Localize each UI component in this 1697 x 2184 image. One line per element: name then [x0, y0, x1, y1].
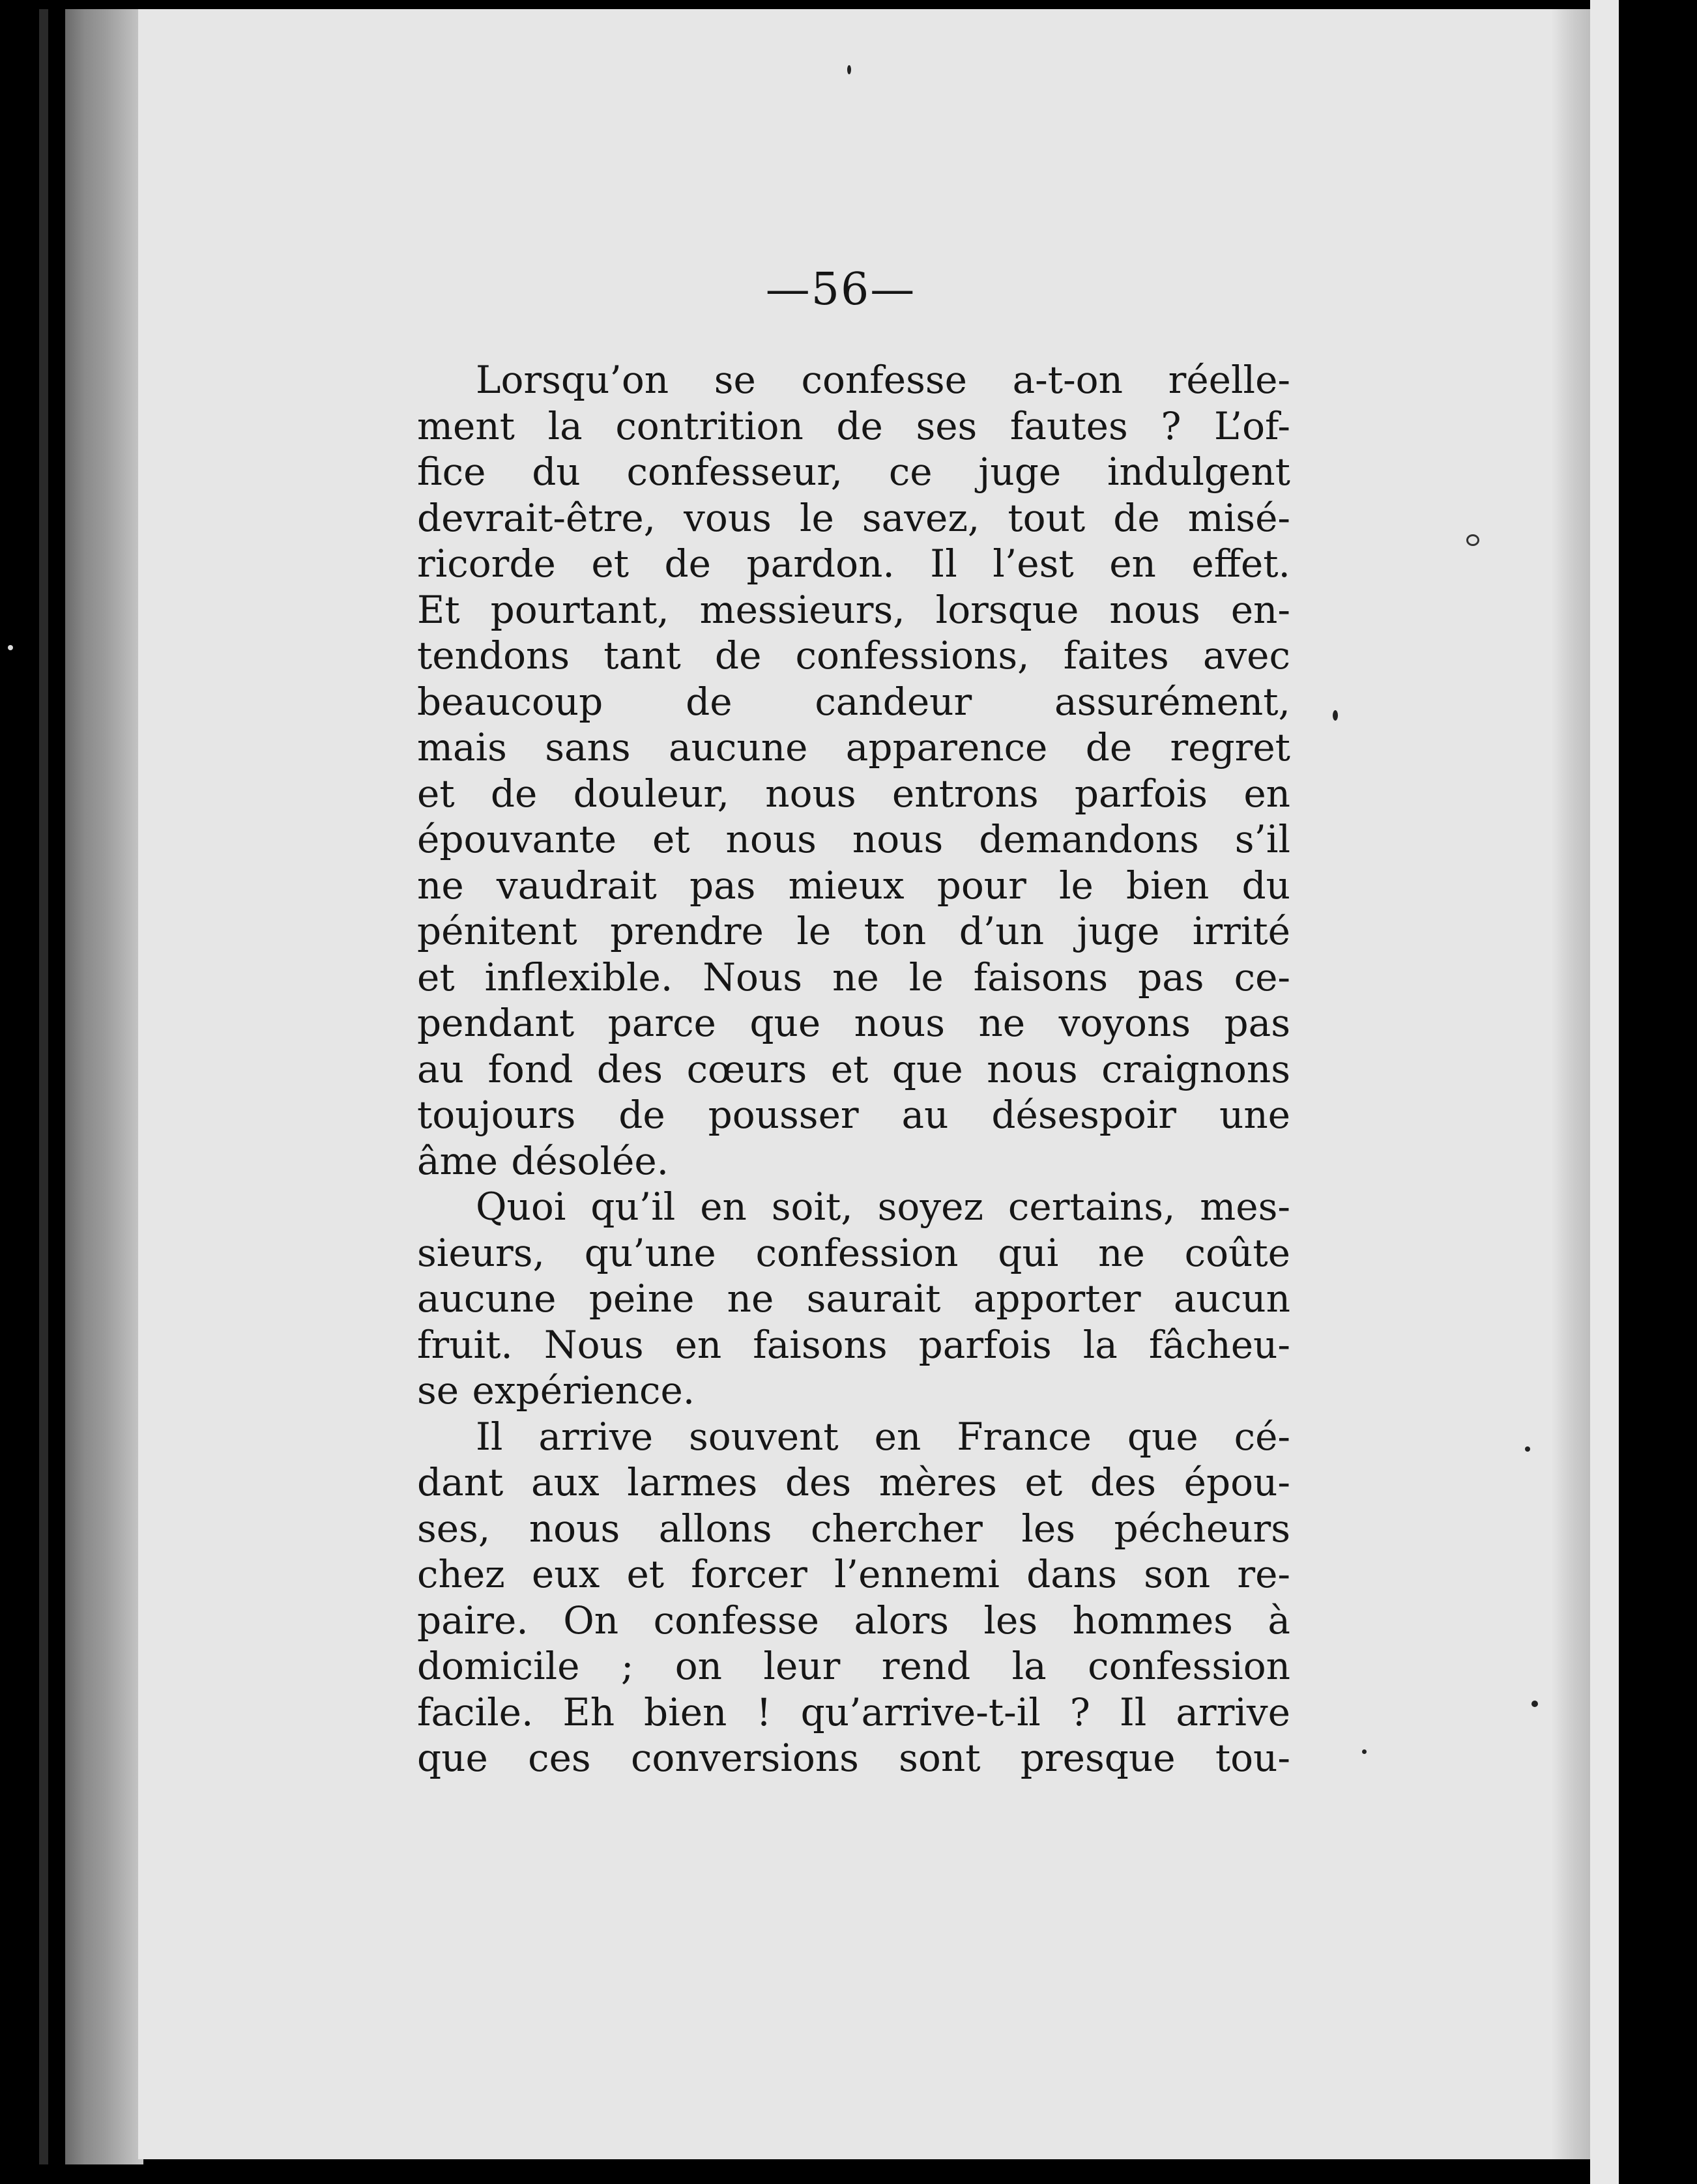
text-line: ricorde et de pardon. Il l’est en effet. — [417, 541, 1290, 586]
text-line: chez eux et forcer l’ennemi dans son re- — [417, 1552, 1290, 1596]
text-line: épouvante et nous nous demandons s’il — [417, 817, 1290, 861]
text-line: fruit. Nous en faisons parfois la fâcheu- — [417, 1322, 1290, 1367]
text-line: devrait-être, vous le savez, tout de misé- — [417, 495, 1290, 540]
text-line: mais sans aucune apparence de regret — [417, 725, 1290, 769]
text-line: beaucoup de candeur assurément, — [417, 679, 1290, 724]
paragraph — [417, 357, 1290, 1184]
text-line: dant aux larmes des mères et des épou- — [417, 1460, 1290, 1504]
page-gutter-shadow — [1551, 9, 1590, 2159]
text-line: ment la contrition de ses fautes ? L’of- — [417, 403, 1290, 448]
paragraph — [417, 1184, 1290, 1414]
ink-speck — [1531, 1701, 1538, 1707]
text-line: facile. Eh bien ! qu’arrive-t-il ? Il arrive — [417, 1689, 1290, 1734]
ink-speck — [1466, 534, 1479, 546]
ink-speck — [1333, 710, 1338, 721]
book-edge-line — [39, 9, 48, 2164]
text-line: domicile ; on leur rend la confession — [417, 1644, 1290, 1688]
text-line: paire. On confesse alors les hommes à — [417, 1598, 1290, 1643]
text-line: Il arrive souvent en France que cé- — [476, 1414, 1290, 1459]
text-line: âme désolée. — [417, 1138, 669, 1183]
text-line: pénitent prendre le ton d’un juge irrité — [417, 909, 1290, 953]
text-line: Quoi qu’il en soit, soyez certains, mes- — [476, 1185, 1290, 1229]
ink-speck — [847, 65, 851, 74]
text-line: pendant parce que nous ne voyons pas — [417, 1001, 1290, 1045]
text-line: et de douleur, nous entrons parfois en — [417, 771, 1290, 816]
ink-speck — [1525, 1446, 1530, 1452]
ink-speck — [8, 645, 13, 650]
ink-speck — [1362, 1749, 1367, 1754]
text-line: aucune peine ne saurait apporter aucun — [417, 1276, 1290, 1321]
page-number: —56— — [765, 264, 916, 315]
text-line: et inflexible. Nous ne le faisons pas ce- — [417, 955, 1290, 999]
text-line: tendons tant de confessions, faites avec — [417, 633, 1290, 678]
paragraph — [417, 1414, 1290, 1781]
text-line: se expérience. — [417, 1368, 695, 1413]
text-line: ne vaudrait pas mieux pour le bien du — [417, 863, 1290, 908]
text-line: sieurs, qu’une confession qui ne coûte — [417, 1230, 1290, 1275]
text-line: toujours de pousser au désespoir une — [417, 1093, 1290, 1137]
text-line: fice du confesseur, ce juge indulgent — [417, 450, 1290, 494]
binding-strip — [1590, 0, 1619, 2184]
body-text — [417, 357, 1290, 1781]
text-line: que ces conversions sont presque tou- — [417, 1736, 1290, 1780]
stacked-page-edges — [65, 9, 143, 2164]
text-line: Et pourtant, messieurs, lorsque nous en- — [417, 587, 1290, 632]
text-line: ses, nous allons chercher les pécheurs — [417, 1506, 1290, 1551]
text-line: au fond des cœurs et que nous craignons — [417, 1046, 1290, 1091]
text-line: Lorsqu’on se confesse a-t-on réelle- — [476, 358, 1290, 402]
